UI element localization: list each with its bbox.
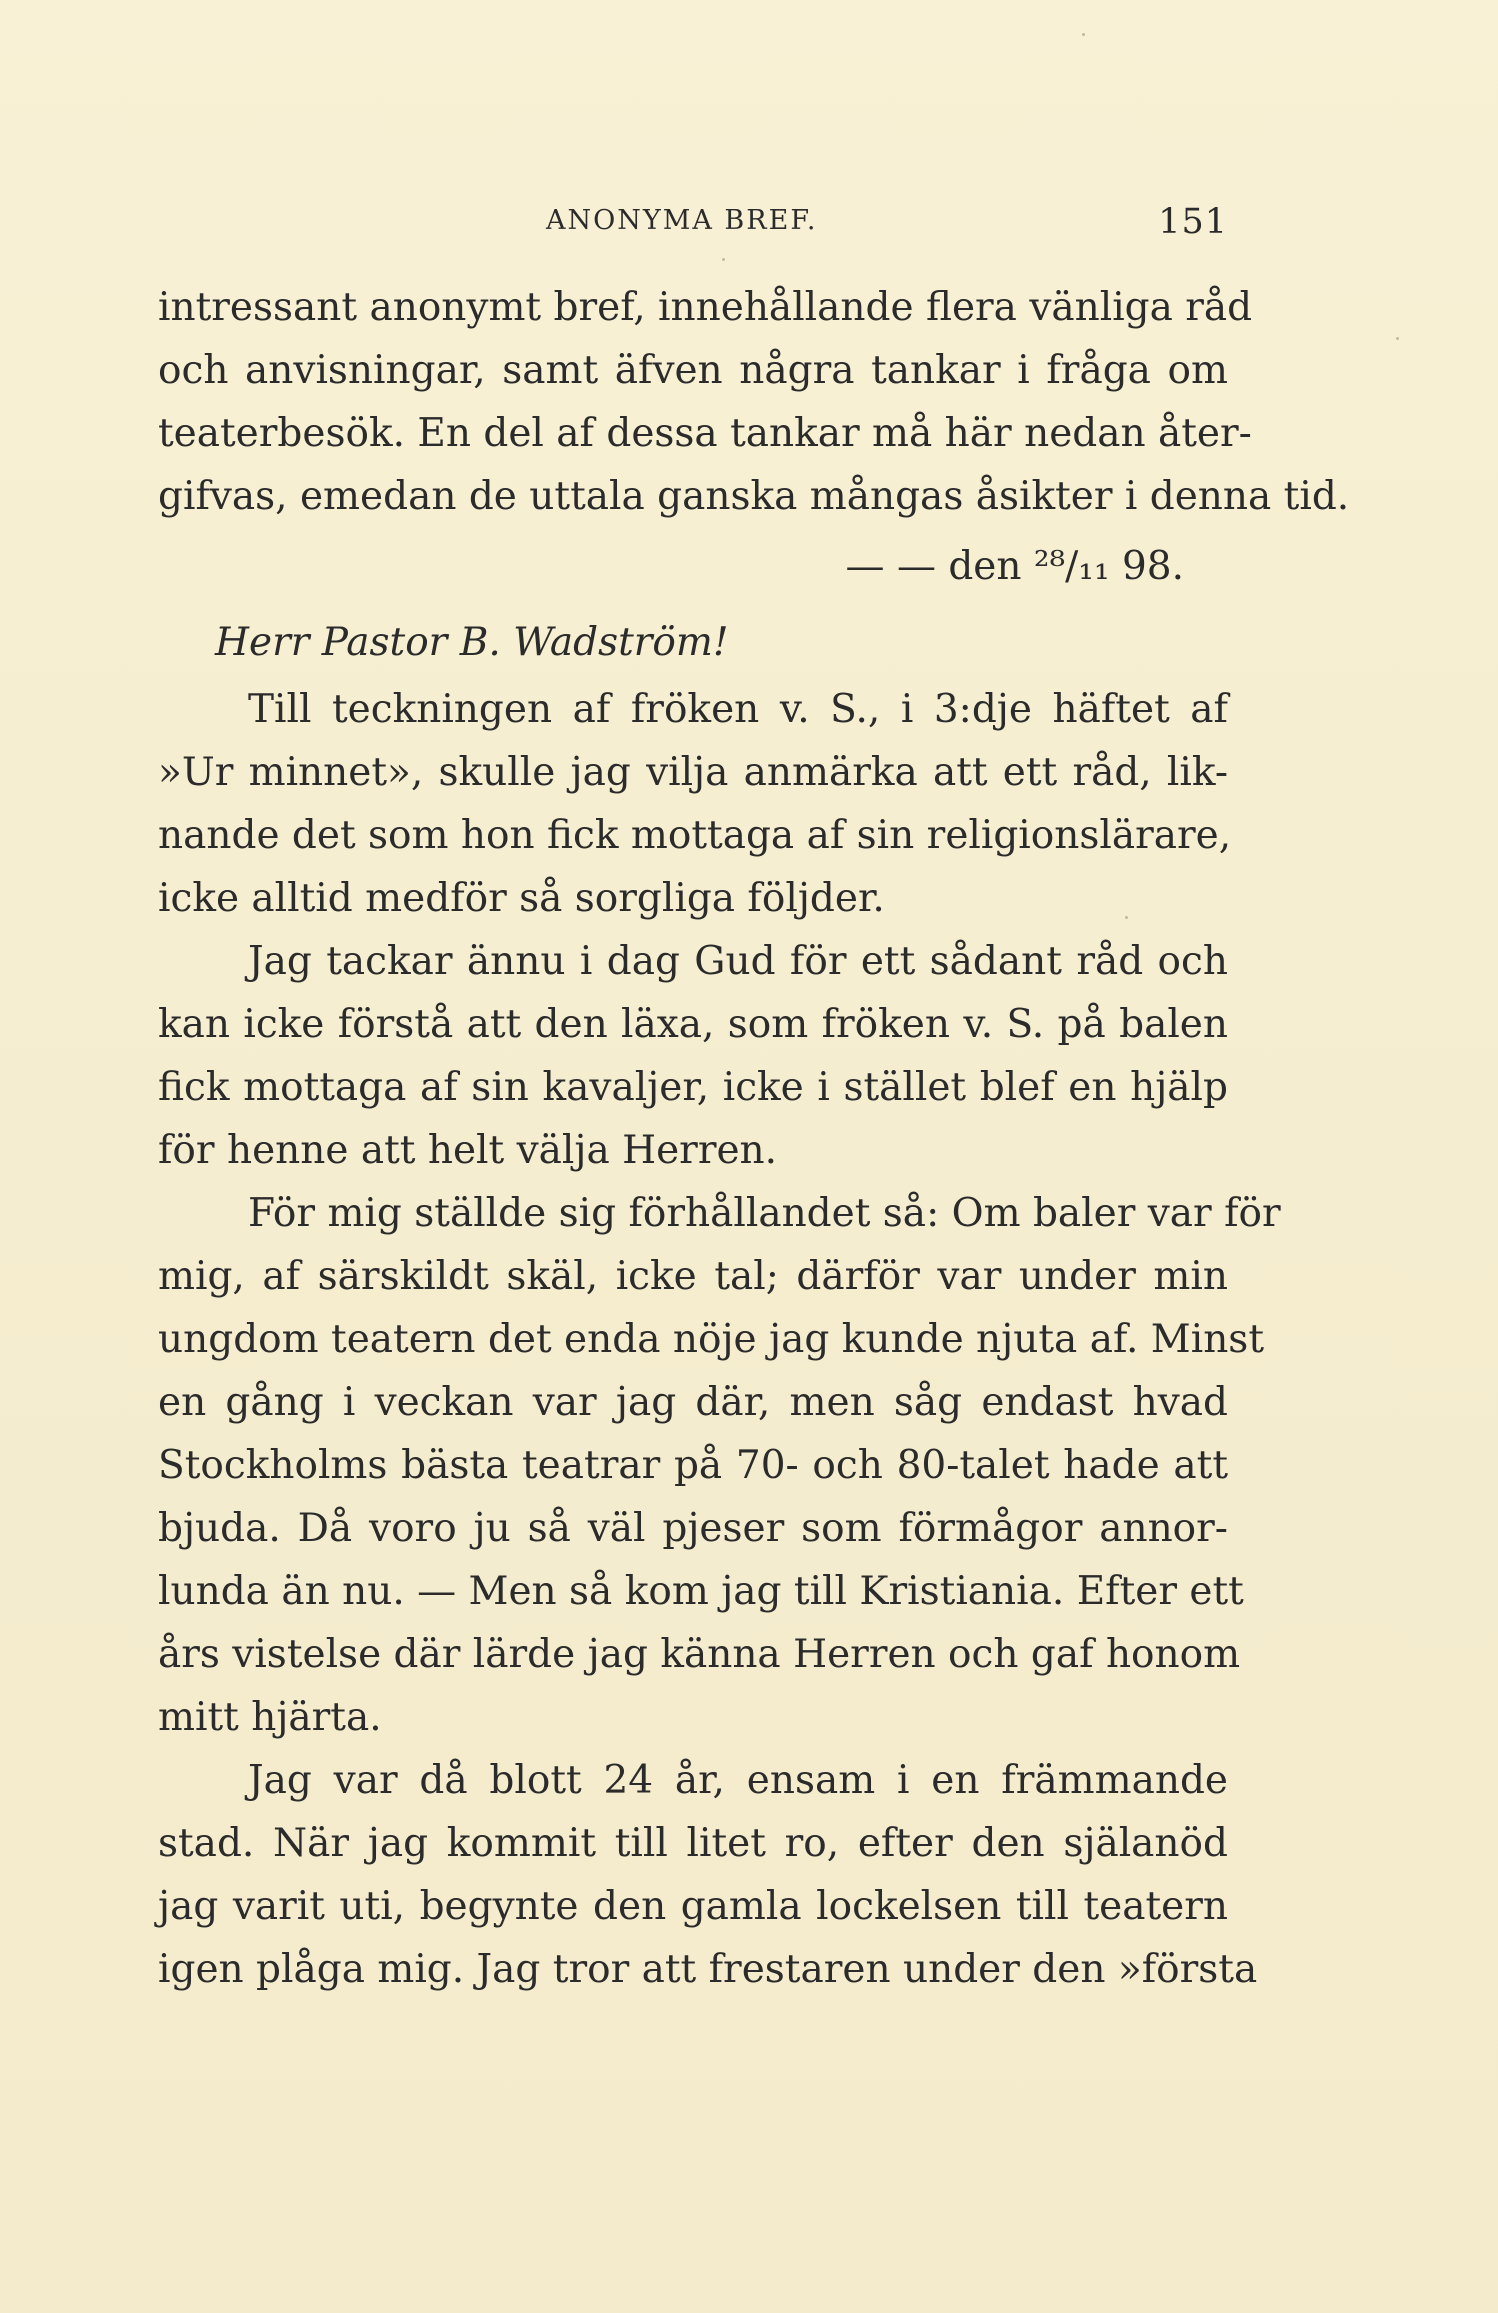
text-line: kan icke förstå att den läxa, som fröken v. S. på balen xyxy=(158,1002,1228,1047)
text-line: bjuda. Då voro ju så väl pjeser som förmågor annor- xyxy=(158,1506,1228,1551)
text-line: jag varit uti, begynte den gamla lockelsen till teatern xyxy=(158,1884,1228,1929)
text-line: igen plåga mig. Jag tror att frestaren under den »första xyxy=(158,1947,1258,1992)
running-head: ANONYMA BREF. xyxy=(546,205,818,236)
text-line: teaterbesök. En del af dessa tankar må här nedan åter- xyxy=(158,411,1252,456)
text-line: icke alltid medför så sorgliga följder. xyxy=(158,876,885,921)
text-line: nande det som hon fick mottaga af sin religionslärare, xyxy=(158,813,1232,858)
text-line: års vistelse där lärde jag känna Herren och gaf honom xyxy=(158,1632,1241,1677)
paragraph-2 xyxy=(158,930,1228,1182)
text-line: intressant anonymt bref, innehållande flera vänliga råd xyxy=(158,285,1253,330)
text-line: för henne att helt välja Herren. xyxy=(158,1128,778,1173)
text-line: Jag var då blott 24 år, ensam i en främmande xyxy=(248,1758,1228,1803)
text-line: För mig ställde sig förhållandet så: Om baler var för xyxy=(248,1191,1281,1236)
letter-date: — — den ²⁸/₁₁ 98. xyxy=(845,544,1184,589)
text-line: ungdom teatern det enda nöje jag kunde njuta af. Minst xyxy=(158,1317,1264,1362)
scan-speck xyxy=(1396,337,1399,340)
text-line: »Ur minnet», skulle jag vilja anmärka att ett råd, lik- xyxy=(158,750,1228,795)
text-line: en gång i veckan var jag där, men såg endast hvad xyxy=(158,1380,1228,1425)
text-line: Jag tackar ännu i dag Gud för ett sådant råd och xyxy=(248,939,1228,984)
paragraph-1 xyxy=(158,678,1232,930)
text-line: gifvas, emedan de uttala ganska mångas åsikter i denna tid. xyxy=(158,474,1350,519)
page-text xyxy=(158,276,1350,2001)
text-line: Till teckningen af fröken v. S., i 3:dje häftet af xyxy=(248,687,1228,732)
scan-speck xyxy=(722,258,725,261)
text-line: lunda än nu. — Men så kom jag till Kristiania. Efter ett xyxy=(158,1569,1244,1614)
scan-speck xyxy=(1082,33,1085,36)
text-line: mitt hjärta. xyxy=(158,1695,382,1740)
text-line: och anvisningar, samt äfven några tankar i fråga om xyxy=(158,348,1228,393)
text-line: stad. När jag kommit till litet ro, efter den själanöd xyxy=(158,1821,1228,1866)
text-line: fick mottaga af sin kavaljer, icke i stället blef en hjälp xyxy=(158,1065,1228,1110)
letter-salutation: Herr Pastor B. Wadström! xyxy=(215,620,729,665)
page-header xyxy=(158,202,1228,255)
paragraph-4 xyxy=(158,1749,1258,2001)
paragraph-3 xyxy=(158,1182,1281,1749)
page-number: 151 xyxy=(1158,202,1228,242)
text-line: Stockholms bästa teatrar på 70- och 80-talet hade att xyxy=(158,1443,1228,1488)
intro-paragraph xyxy=(158,276,1350,528)
text-line: mig, af särskildt skäl, icke tal; därför var under min xyxy=(158,1254,1228,1299)
